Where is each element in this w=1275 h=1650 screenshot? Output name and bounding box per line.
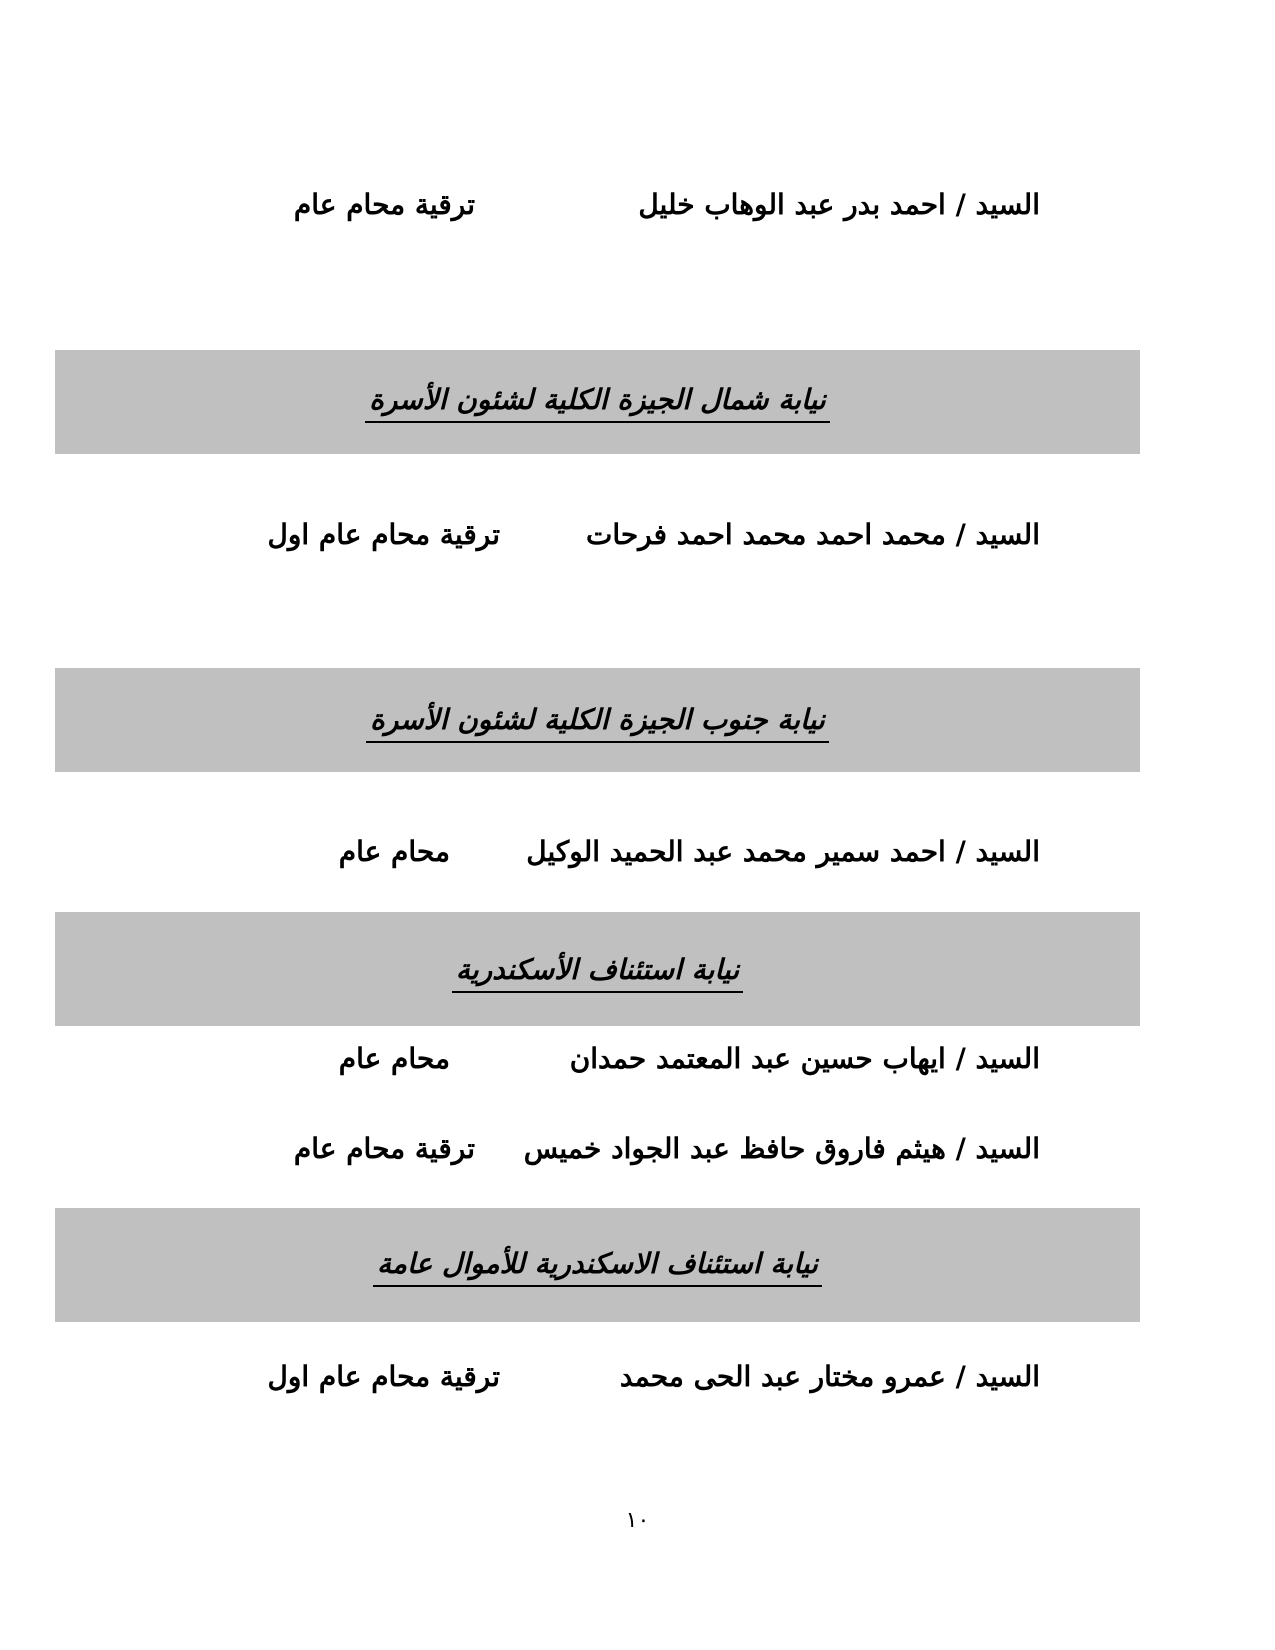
- section-header: [55, 1208, 1140, 1322]
- person-rank: ترقية محام عام: [293, 1132, 475, 1165]
- person-entry: [293, 180, 1040, 230]
- section-header: [55, 350, 1140, 454]
- page-number: ١٠: [625, 1508, 650, 1533]
- person-rank: ترقية محام عام اول: [267, 1360, 500, 1393]
- person-rank: ترقية محام عام اول: [267, 518, 500, 551]
- section-title: نيابة استئناف الأسكندرية: [452, 951, 743, 993]
- section-header: [55, 912, 1140, 1026]
- person-rank: محام عام: [338, 835, 450, 868]
- person-name: السيد / هيثم فاروق حافظ عبد الجواد خميس: [523, 1132, 1040, 1165]
- person-name: السيد / محمد احمد محمد احمد فرحات: [585, 518, 1040, 551]
- person-name: السيد / ايهاب حسين عبد المعتمد حمدان: [569, 1042, 1040, 1075]
- person-name: السيد / عمرو مختار عبد الحى محمد: [619, 1360, 1040, 1393]
- person-rank: محام عام: [338, 1042, 450, 1075]
- section-title: نيابة استئناف الاسكندرية للأموال عامة: [373, 1245, 822, 1287]
- person-entry: [267, 1352, 1040, 1402]
- person-name: السيد / احمد بدر عبد الوهاب خليل: [638, 188, 1040, 221]
- person-entry: [300, 827, 1040, 877]
- person-name: السيد / احمد سمير محمد عبد الحميد الوكيل: [526, 835, 1040, 868]
- person-entry: [300, 1034, 1040, 1084]
- person-entry: [293, 1124, 1040, 1174]
- person-rank: ترقية محام عام: [293, 188, 475, 221]
- section-title: نيابة شمال الجيزة الكلية لشئون الأسرة: [365, 381, 830, 423]
- person-entry: [267, 510, 1040, 560]
- section-title: نيابة جنوب الجيزة الكلية لشئون الأسرة: [366, 701, 829, 743]
- section-header: [55, 668, 1140, 772]
